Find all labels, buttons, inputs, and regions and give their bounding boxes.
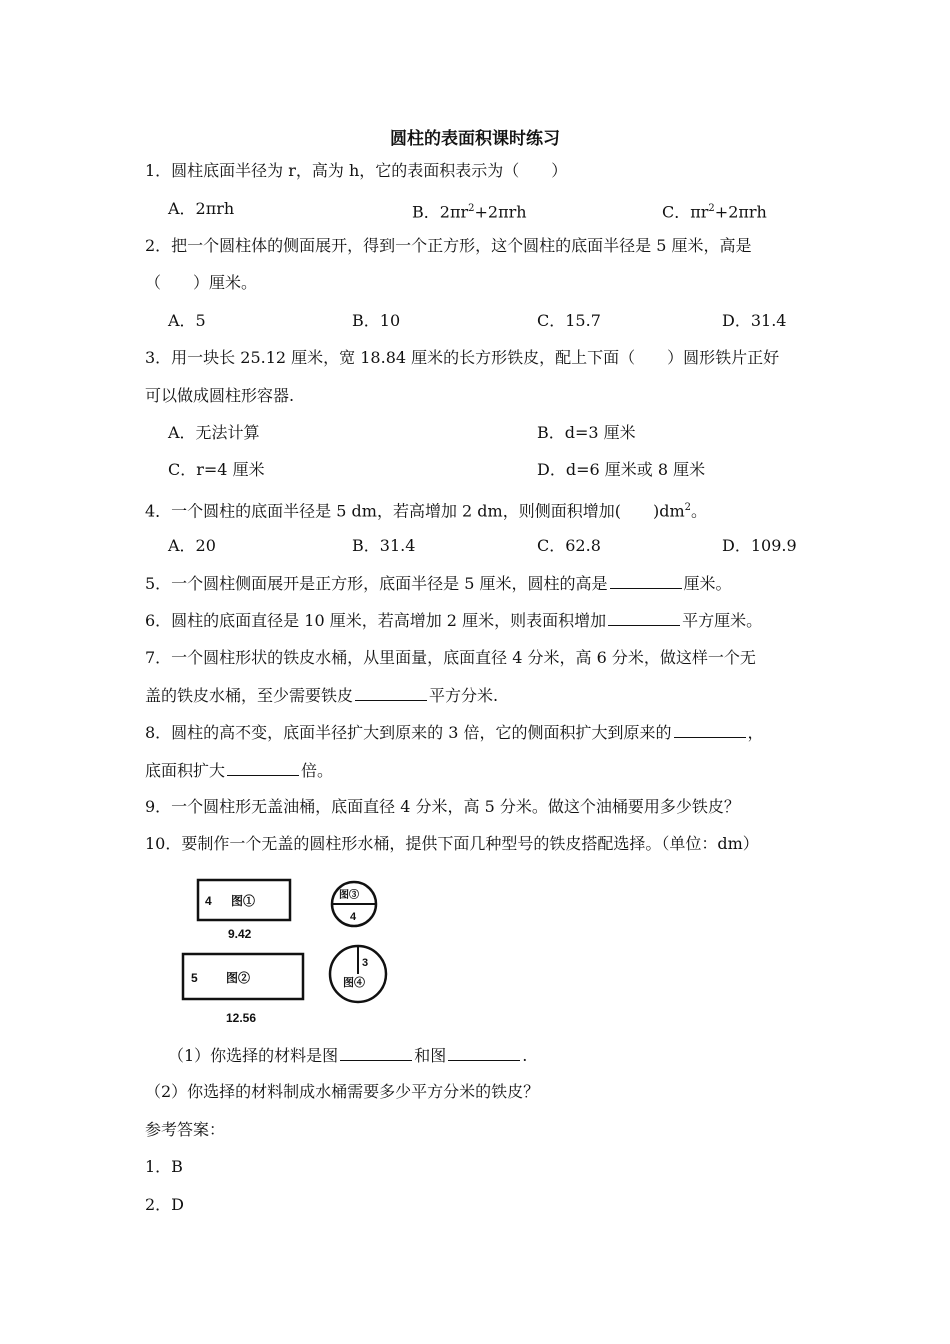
- q4-option-b: B．31.4: [352, 536, 416, 555]
- q2-option-a: A．5: [168, 311, 206, 330]
- question-10-stem: 10．要制作一个无盖的圆柱形水桶，提供下面几种型号的铁皮搭配选择。（单位：dm）: [145, 834, 759, 853]
- q4-option-c: C．62.8: [537, 536, 601, 555]
- q1-option-b: B．$2\pi r^2+2\pi rh$: [412, 202, 527, 222]
- q2-option-c: C．15.7: [537, 311, 601, 330]
- q4-option-d: D．109.9: [722, 536, 797, 555]
- q3-option-b: B．d=3 厘米: [537, 423, 636, 442]
- q1-option-a: A．2πrh: [168, 199, 235, 218]
- rect1-label: 图①: [231, 894, 256, 908]
- rect2-bottom-label: 12.56: [226, 1011, 257, 1025]
- question-5: 5．一个圆柱侧面展开是正方形，底面半径是 5 厘米，圆柱的高是 厘米。: [145, 574, 732, 593]
- q3-option-d: D．d=6 厘米或 8 厘米: [537, 460, 706, 479]
- answer-blank[interactable]: [227, 759, 299, 776]
- answer-blank[interactable]: [340, 1044, 412, 1061]
- answer-blank[interactable]: [674, 721, 746, 738]
- q3-option-a: A．无法计算: [168, 423, 260, 442]
- question-6: 6．圆柱的底面直径是 10 厘米，若高增加 2 厘米，则表面积增加 平方厘米。: [145, 611, 763, 630]
- answer-1: 1．B: [145, 1157, 183, 1176]
- q10-materials-figure: [178, 872, 398, 1032]
- q1-option-c: C．$\pi r^2+2\pi rh$: [662, 202, 767, 222]
- circle4-number: 3: [362, 957, 369, 969]
- q3-option-c: C．r=4 厘米: [168, 460, 265, 479]
- question-7-line1: 7．一个圆柱形状的铁皮水桶，从里面量，底面直径 4 分米，高 6 分米，做这样一个无: [145, 648, 756, 667]
- question-8-line2: 底面积扩大 倍。: [145, 761, 334, 780]
- answer-2: 2．D: [145, 1195, 185, 1214]
- question-1-stem: 1．圆柱底面半径为 r，高为 h，它的表面积表示为（ ）: [145, 161, 568, 180]
- question-3-stem-line2: 可以做成圆柱形容器.: [145, 386, 295, 405]
- q4-option-a: A．20: [168, 536, 216, 555]
- rect2-label: 图②: [226, 971, 251, 985]
- question-8-line1: 8．圆柱的高不变，底面半径扩大到原来的 3 倍，它的侧面积扩大到原来的 ，: [145, 723, 764, 742]
- question-2-stem-line1: 2．把一个圆柱体的侧面展开，得到一个正方形，这个圆柱的底面半径是 5 厘米，高是: [145, 236, 752, 255]
- question-2-stem-line2: （ ）厘米。: [145, 273, 258, 292]
- rect1-bottom-label: 9.42: [228, 927, 252, 941]
- page-title: 圆柱的表面积课时练习: [390, 129, 560, 149]
- q2-option-b: B．10: [352, 311, 401, 330]
- answer-blank[interactable]: [448, 1044, 520, 1061]
- rect1-side-label: 4: [205, 894, 212, 908]
- answers-heading: 参考答案：: [145, 1120, 226, 1139]
- question-9: 9．一个圆柱形无盖油桶，底面直径 4 分米，高 5 分米。做这个油桶要用多少铁皮？: [145, 797, 740, 816]
- q2-option-d: D．31.4: [722, 311, 787, 330]
- circle4-label: 图④: [343, 977, 365, 989]
- answer-blank[interactable]: [355, 684, 427, 701]
- question-3-stem-line1: 3．用一块长 25.12 厘米，宽 18.84 厘米的长方形铁皮，配上下面（ ）圆形铁片正好: [145, 348, 780, 367]
- question-10-sub1: （1）你选择的材料是图 和图 .: [168, 1046, 528, 1065]
- rect2-side-label: 5: [191, 971, 198, 985]
- question-10-sub2: （2）你选择的材料制成水桶需要多少平方分米的铁皮？: [145, 1082, 540, 1101]
- circle3-number: 4: [350, 911, 357, 923]
- question-4-stem: 4．一个圆柱的底面半径是 5 dm，若高增加 2 dm，则侧面积增加( )$dm^2$。: [145, 501, 708, 521]
- answer-blank[interactable]: [610, 572, 682, 589]
- circle3-label: 图③: [339, 890, 359, 901]
- answer-blank[interactable]: [608, 609, 680, 626]
- question-7-line2: 盖的铁皮水桶，至少需要铁皮 平方分米.: [145, 686, 499, 705]
